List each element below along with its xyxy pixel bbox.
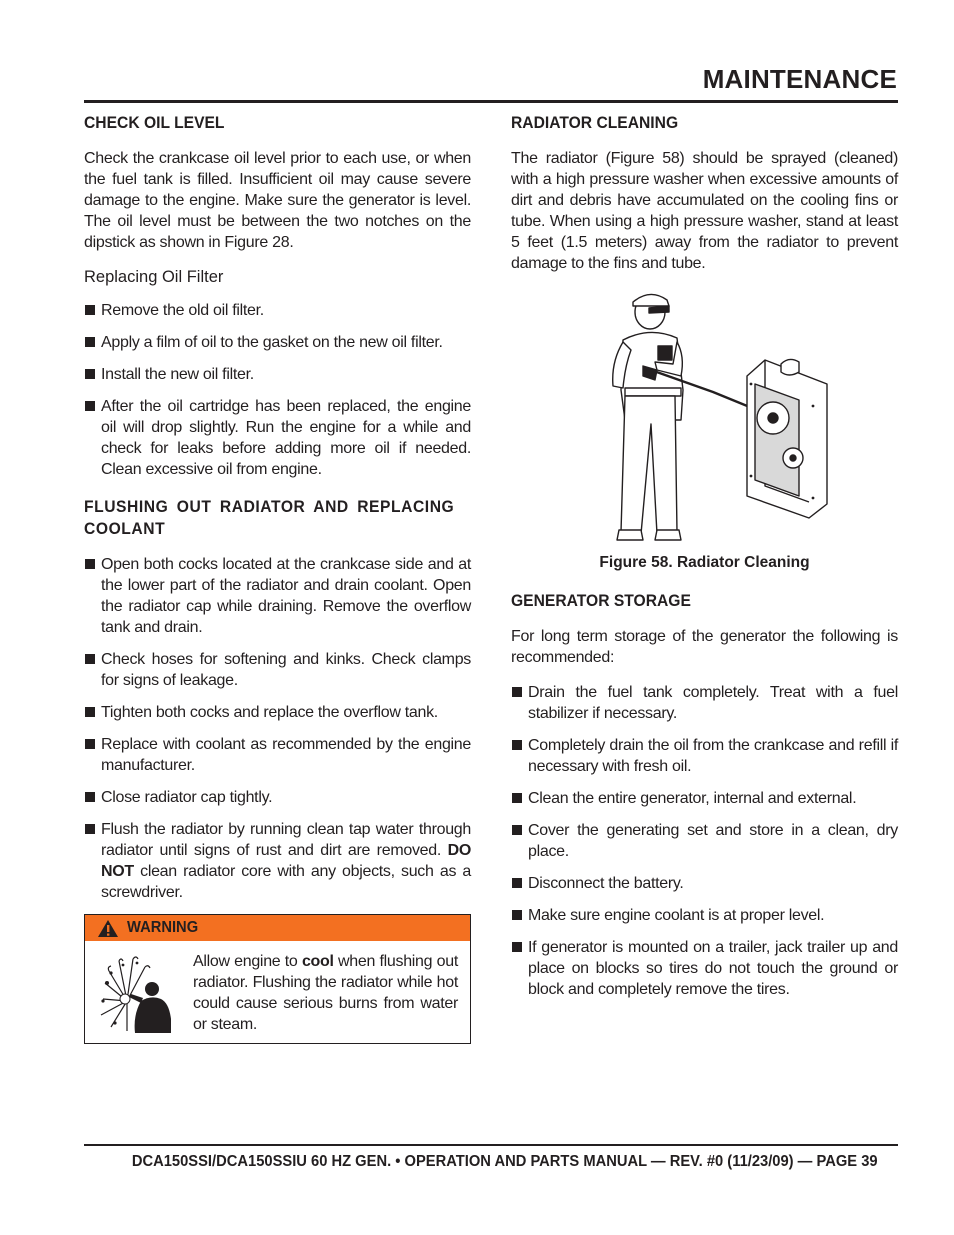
list-item: Completely drain the oil from the crankcase and refill if necessary with fresh oil. (511, 735, 898, 777)
radiator-cleaning-paragraph: The radiator (Figure 58) should be sprayed (cleaned) with a high pressure washer when excessive amounts of dirt and debris have accumulated on the cooling fins or tube. When using a high pressure washer, stand at least 5 feet (1.5 meters) away from the radiator to prevent damage to the fins and tube. (511, 150, 898, 272)
hot-steam-burn-icon (97, 953, 177, 1033)
flushing-list (84, 554, 471, 903)
list-item: Drain the fuel tank completely. Treat with a fuel stabilizer if necessary. (511, 682, 898, 724)
replacing-oil-filter-subheading: Replacing Oil Filter (84, 268, 224, 286)
bullet-square-icon (512, 740, 522, 750)
radiator-cleaning-heading: RADIATOR CLEANING (511, 113, 679, 132)
bullet-square-icon (512, 942, 522, 952)
check-oil-paragraph: Check the crankcase oil level prior to each use, or when the fuel tank is filled. Insufficient oil may cause severe damage to the engine. Make sure the generator is level. The oil level must be between the two notches on the dipstick as shown in Figure 28. (84, 150, 471, 251)
worker-spraying-radiator-illustration (511, 280, 898, 550)
list-item: Tighten both cocks and replace the overflow tank. (84, 702, 471, 723)
list-item: Open both cocks located at the crankcase side and at the lower part of the radiator and drain coolant. Open the radiator cap while draining. Remove the overflow tank and drain. (84, 554, 471, 638)
do-not-emphasis: DO NOT (101, 842, 471, 880)
page-footer: DCA150SSI/DCA150SSIU 60 HZ GEN. • OPERATION AND PARTS MANUAL — REV. #0 (11/23/09) — PAGE 39 (132, 1153, 878, 1170)
warning-triangle-icon (97, 919, 119, 938)
bullet-square-icon (85, 305, 95, 315)
warning-text: Allow engine to cool when flushing out radiator. Flushing the radiator while hot could cause serious burns from water or steam. (193, 953, 458, 1033)
check-oil-heading: CHECK OIL LEVEL (84, 113, 225, 132)
bullet-square-icon (85, 654, 95, 664)
list-item: Apply a film of oil to the gasket on the new oil filter. (84, 332, 471, 353)
list-item: After the oil cartridge has been replaced, the engine oil will drop slightly. Run the engine for a while and check for leaks before adding more oil if needed. Clean excessive oil from engine. (84, 396, 471, 480)
warning-box (84, 914, 471, 1044)
storage-list (511, 682, 898, 1000)
bullet-square-icon (85, 739, 95, 749)
bullet-square-icon (85, 337, 95, 347)
bullet-square-icon (512, 687, 522, 697)
figure-caption: Figure 58. Radiator Cleaning (599, 554, 810, 571)
bullet-square-icon (85, 707, 95, 717)
header-rule (84, 100, 898, 103)
right-column (511, 112, 898, 1011)
list-item: Flush the radiator by running clean tap water through radiator until signs of rust and dirt are removed. DO NOT clean radiator core with any objects, such as a screwdriver. (84, 819, 471, 903)
bullet-square-icon (512, 878, 522, 888)
warning-label: WARNING (127, 919, 199, 936)
bullet-square-icon (512, 793, 522, 803)
oil-filter-list (84, 300, 471, 480)
list-item: Replace with coolant as recommended by the engine manufacturer. (84, 734, 471, 776)
cool-emphasis: cool (301, 953, 334, 970)
list-item: Install the new oil filter. (84, 364, 471, 385)
bullet-square-icon (512, 825, 522, 835)
list-item: Clean the entire generator, internal and external. (511, 788, 898, 809)
footer-rule (84, 1144, 898, 1146)
bullet-square-icon (512, 910, 522, 920)
warning-header (85, 915, 470, 941)
list-item: Make sure engine coolant is at proper level. (511, 905, 898, 926)
list-item: If generator is mounted on a trailer, jack trailer up and place on blocks so tires do not touch the ground or block and completely remove the tires. (511, 937, 898, 1000)
left-column (84, 112, 471, 1044)
list-item: Remove the old oil filter. (84, 300, 471, 321)
bullet-square-icon (85, 824, 95, 834)
bullet-square-icon (85, 792, 95, 802)
list-item: Cover the generating set and store in a clean, dry place. (511, 820, 898, 862)
radiator-cleaning-figure (511, 280, 898, 550)
list-item: Disconnect the battery. (511, 873, 898, 894)
list-item: Check hoses for softening and kinks. Check clamps for signs of leakage. (84, 649, 471, 691)
flushing-heading: FLUSHING OUT RADIATOR AND REPLACING COOLANT (84, 497, 455, 538)
list-item: Close radiator cap tightly. (84, 787, 471, 808)
generator-storage-paragraph: For long term storage of the generator the following is recommended: (511, 628, 898, 666)
page-header-title: MAINTENANCE (702, 64, 897, 94)
generator-storage-heading: GENERATOR STORAGE (511, 591, 691, 610)
bullet-square-icon (85, 559, 95, 569)
bullet-square-icon (85, 401, 95, 411)
bullet-square-icon (85, 369, 95, 379)
